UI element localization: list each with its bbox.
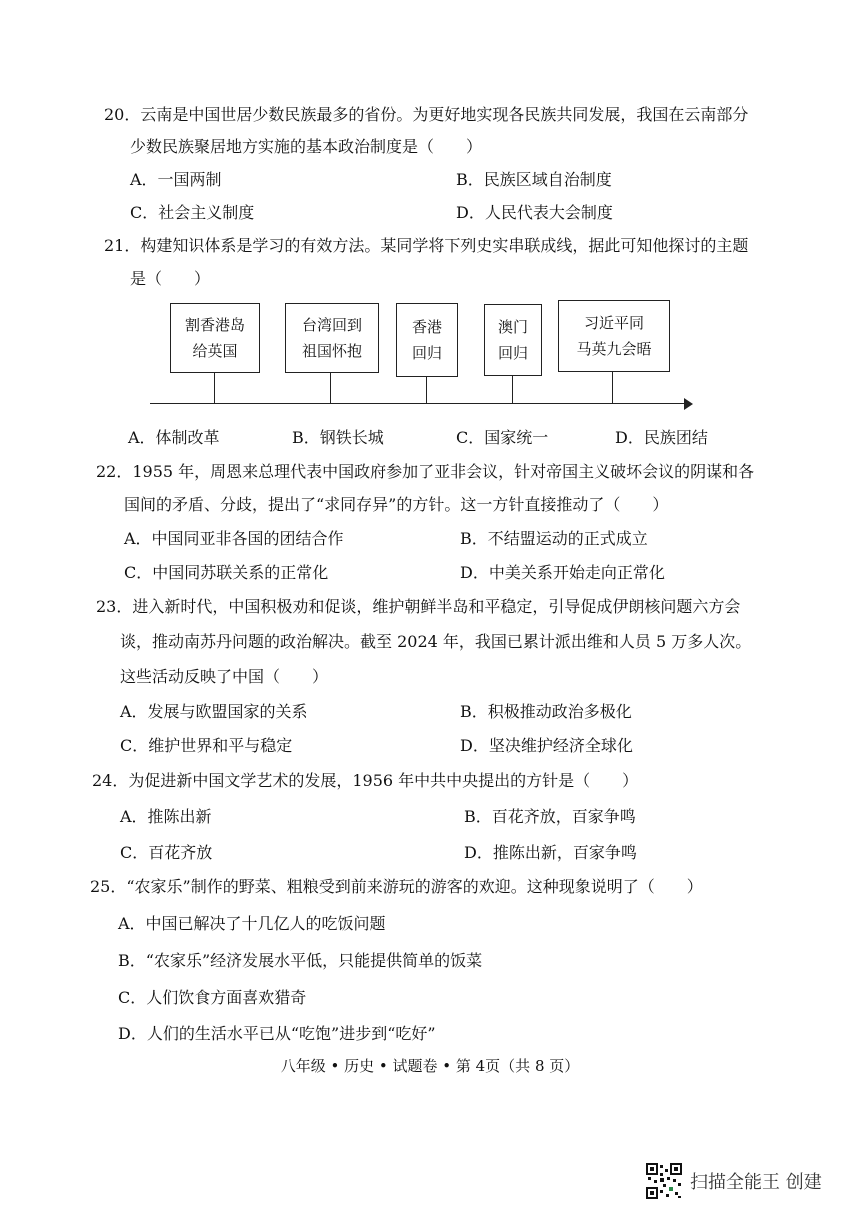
q23-stem-line2: 谈，推动南苏丹问题的政治解决。截至 2024 年，我国已累计派出维和人员 5 万多人次。 xyxy=(120,632,752,651)
q23-option-a: A．发展与欧盟国家的关系 xyxy=(120,702,308,721)
timeline-connector-4 xyxy=(512,376,513,403)
timeline-event-2-line1: 台湾回到 xyxy=(301,316,362,334)
q20-stem-line1: 20．云南是中国世居少数民族最多的省份。为更好地实现各民族共同发展，我国在云南部分 xyxy=(104,105,749,124)
timeline-event-1-line1: 割香港岛 xyxy=(184,316,245,334)
timeline-event-2 xyxy=(285,303,379,373)
timeline-event-4-line2: 回归 xyxy=(497,344,528,362)
q23-stem-line1: 23．进入新时代，中国积极劝和促谈，维护朝鲜半岛和平稳定，引导促成伊朗核问题六方会 xyxy=(96,597,741,616)
q22-option-b: B．不结盟运动的正式成立 xyxy=(460,529,648,548)
q22-option-d: D．中美关系开始走向正常化 xyxy=(460,563,665,582)
q21-option-b: B．钢铁长城 xyxy=(292,428,384,447)
q23-option-c: C．维护世界和平与稳定 xyxy=(120,736,293,755)
q21-stem-line1: 21．构建知识体系是学习的有效方法。某同学将下列史实串联成线，据此可知他探讨的主题 xyxy=(104,236,749,255)
timeline-event-5-line2: 马英九会晤 xyxy=(576,340,652,358)
q25-option-a: A．中国已解决了十几亿人的吃饭问题 xyxy=(118,914,386,933)
q25-option-c: C．人们饮食方面喜欢猎奇 xyxy=(118,988,307,1007)
timeline-event-4 xyxy=(484,304,542,376)
timeline-event-4-line1: 澳门 xyxy=(497,318,528,336)
q25-option-d: D．人们的生活水平已从“吃饱”进步到“吃好” xyxy=(118,1024,436,1043)
q23-stem-line3: 这些活动反映了中国（ ） xyxy=(120,667,329,686)
timeline-connector-1 xyxy=(214,373,215,403)
q23-option-b: B．积极推动政治多极化 xyxy=(460,702,632,721)
q24-option-d: D．推陈出新，百家争鸣 xyxy=(464,843,637,862)
timeline-axis xyxy=(150,403,688,404)
q20-option-a: A．一国两制 xyxy=(130,170,222,189)
q21-option-a: A．体制改革 xyxy=(128,428,220,447)
q22-option-c: C．中国同苏联关系的正常化 xyxy=(124,563,329,582)
timeline-event-1 xyxy=(170,303,260,373)
q20-option-c: C．社会主义制度 xyxy=(130,203,255,222)
qr-code-icon xyxy=(646,1163,682,1199)
timeline-connector-5 xyxy=(612,372,613,403)
timeline-event-5-line1: 习近平同 xyxy=(583,314,644,332)
page-footer: 八年级 • 历史 • 试题卷 • 第 4页（共 8 页） xyxy=(280,1057,580,1075)
q22-option-a: A．中国同亚非各国的团结合作 xyxy=(124,529,344,548)
timeline-event-2-line2: 祖国怀抱 xyxy=(301,342,362,360)
q22-stem-line2: 国间的矛盾、分歧，提出了“求同存异”的方针。这一方针直接推动了（ ） xyxy=(124,495,669,514)
q20-stem-line2: 少数民族聚居地方实施的基本政治制度是（ ） xyxy=(130,137,483,156)
q21-stem-line2: 是（ ） xyxy=(130,269,211,288)
watermark-text: 扫描全能王 创建 xyxy=(690,1172,822,1193)
q20-option-b: B．民族区域自治制度 xyxy=(456,170,612,189)
q21-option-d: D．民族团结 xyxy=(615,428,708,447)
timeline-event-3-line2: 回归 xyxy=(411,344,442,362)
scanner-watermark xyxy=(646,1163,822,1199)
q23-option-d: D．坚决维护经济全球化 xyxy=(460,736,633,755)
q20-option-d: D．人民代表大会制度 xyxy=(456,203,613,222)
q24-stem-line1: 24．为促进新中国文学艺术的发展，1956 年中共中央提出的方针是（ ） xyxy=(92,771,639,790)
q25-stem-line1: 25．“农家乐”制作的野菜、粗粮受到前来游玩的游客的欢迎。这种现象说明了（ ） xyxy=(90,877,703,896)
q24-option-a: A．推陈出新 xyxy=(120,807,212,826)
q24-option-b: B．百花齐放，百家争鸣 xyxy=(464,807,636,826)
timeline-event-1-line2: 给英国 xyxy=(192,342,238,360)
timeline-arrowhead xyxy=(684,398,693,410)
timeline-event-3 xyxy=(396,303,458,377)
q24-option-c: C．百花齐放 xyxy=(120,843,213,862)
q22-stem-line1: 22．1955 年，周恩来总理代表中国政府参加了亚非会议，针对帝国主义破坏会议的阴谋和各 xyxy=(96,462,755,481)
timeline-connector-3 xyxy=(426,377,427,403)
q25-option-b: B．“农家乐”经济发展水平低，只能提供简单的饭菜 xyxy=(118,951,483,970)
timeline-connector-2 xyxy=(330,373,331,403)
timeline-event-3-line1: 香港 xyxy=(411,318,442,336)
q21-option-c: C．国家统一 xyxy=(456,428,549,447)
timeline-event-5 xyxy=(558,300,670,372)
